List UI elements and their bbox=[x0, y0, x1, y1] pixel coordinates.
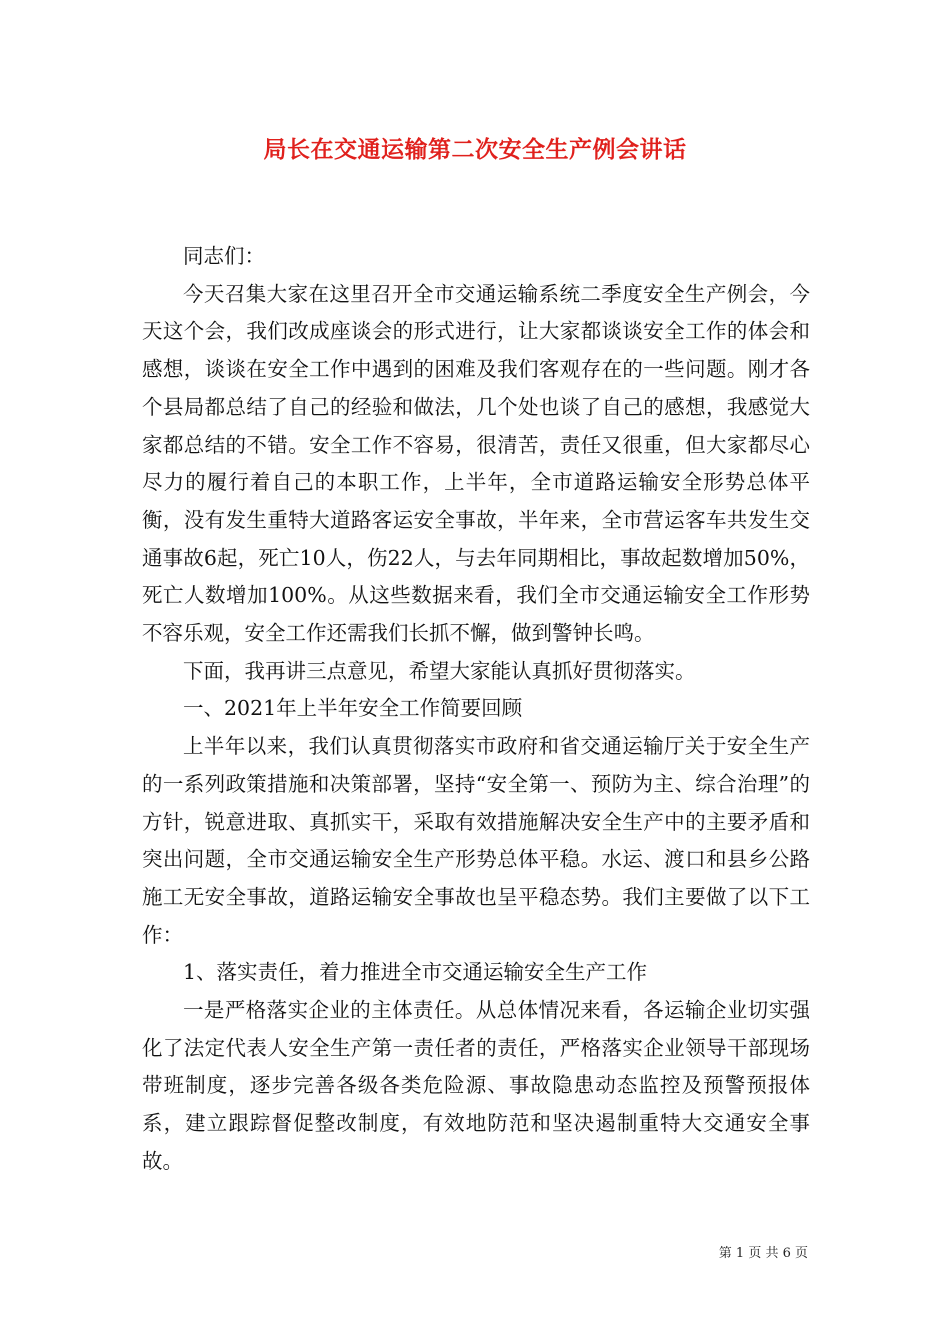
page-number: 第 1 页 共 6 页 bbox=[718, 1246, 808, 1261]
section-heading-1: 一、2021年上半年安全工作简要回顾 bbox=[183, 696, 523, 721]
paragraph-review: 上半年以来，我们认真贯彻落实市政府和省交通运输厅关于安全生产的一系列政策措施和决策部署，坚持“安全第一、预防为主、综合治理”的方针，锐意进取、真抓实干，采取有效措施解决安全生产中的主要矛盾和突出问题，全市交通运输安全生产形势总体平稳。水运、渡口和县乡公路施工无安全事故，道路运输安全事故也呈平稳态势。我们主要做了以下工作： bbox=[142, 734, 810, 947]
document-title: 局长在交通运输第二次安全生产例会讲话 bbox=[263, 136, 687, 163]
document-body bbox=[142, 238, 810, 1181]
subsection-heading-1: 1、落实责任，着力推进全市交通运输安全生产工作 bbox=[183, 960, 648, 985]
paragraph-opening: 今天召集大家在这里召开全市交通运输系统二季度安全生产例会，今天这个会，我们改成座谈会的形式进行，让大家都谈谈安全工作的体会和感想，谈谈在安全工作中遇到的困难及我们客观存在的一些问题。刚才各个县局都总结了自己的经验和做法，几个处也谈了自己的感想，我感觉大家都总结的不错。安全工作不容易，很清苦，责任又很重，但大家都尽心尽力的履行着自己的本职工作，上半年，全市道路运输安全形势总体平衡，没有发生重特大道路客运安全事故，半年来，全市营运客车共发生交通事故6起，死亡10人，伤22人，与去年同期相比，事故起数增加50%，死亡人数增加100%。从这些数据来看，我们全市交通运输安全工作形势不容乐观，安全工作还需我们长抓不懈，做到警钟长鸣。 bbox=[142, 281, 810, 646]
paragraph-transition: 下面，我再讲三点意见，希望大家能认真抓好贯彻落实。 bbox=[183, 658, 696, 683]
paragraph-responsibility: 一是严格落实企业的主体责任。从总体情况来看，各运输企业切实强化了法定代表人安全生产第一责任者的责任，严格落实企业领导干部现场带班制度，逐步完善各级各类危险源、事故隐患动态监控及预警预报体系，建立跟踪督促整改制度，有效地防范和坚决遏制重特大交通安全事故。 bbox=[142, 998, 810, 1173]
paragraph-salutation: 同志们： bbox=[183, 244, 265, 268]
